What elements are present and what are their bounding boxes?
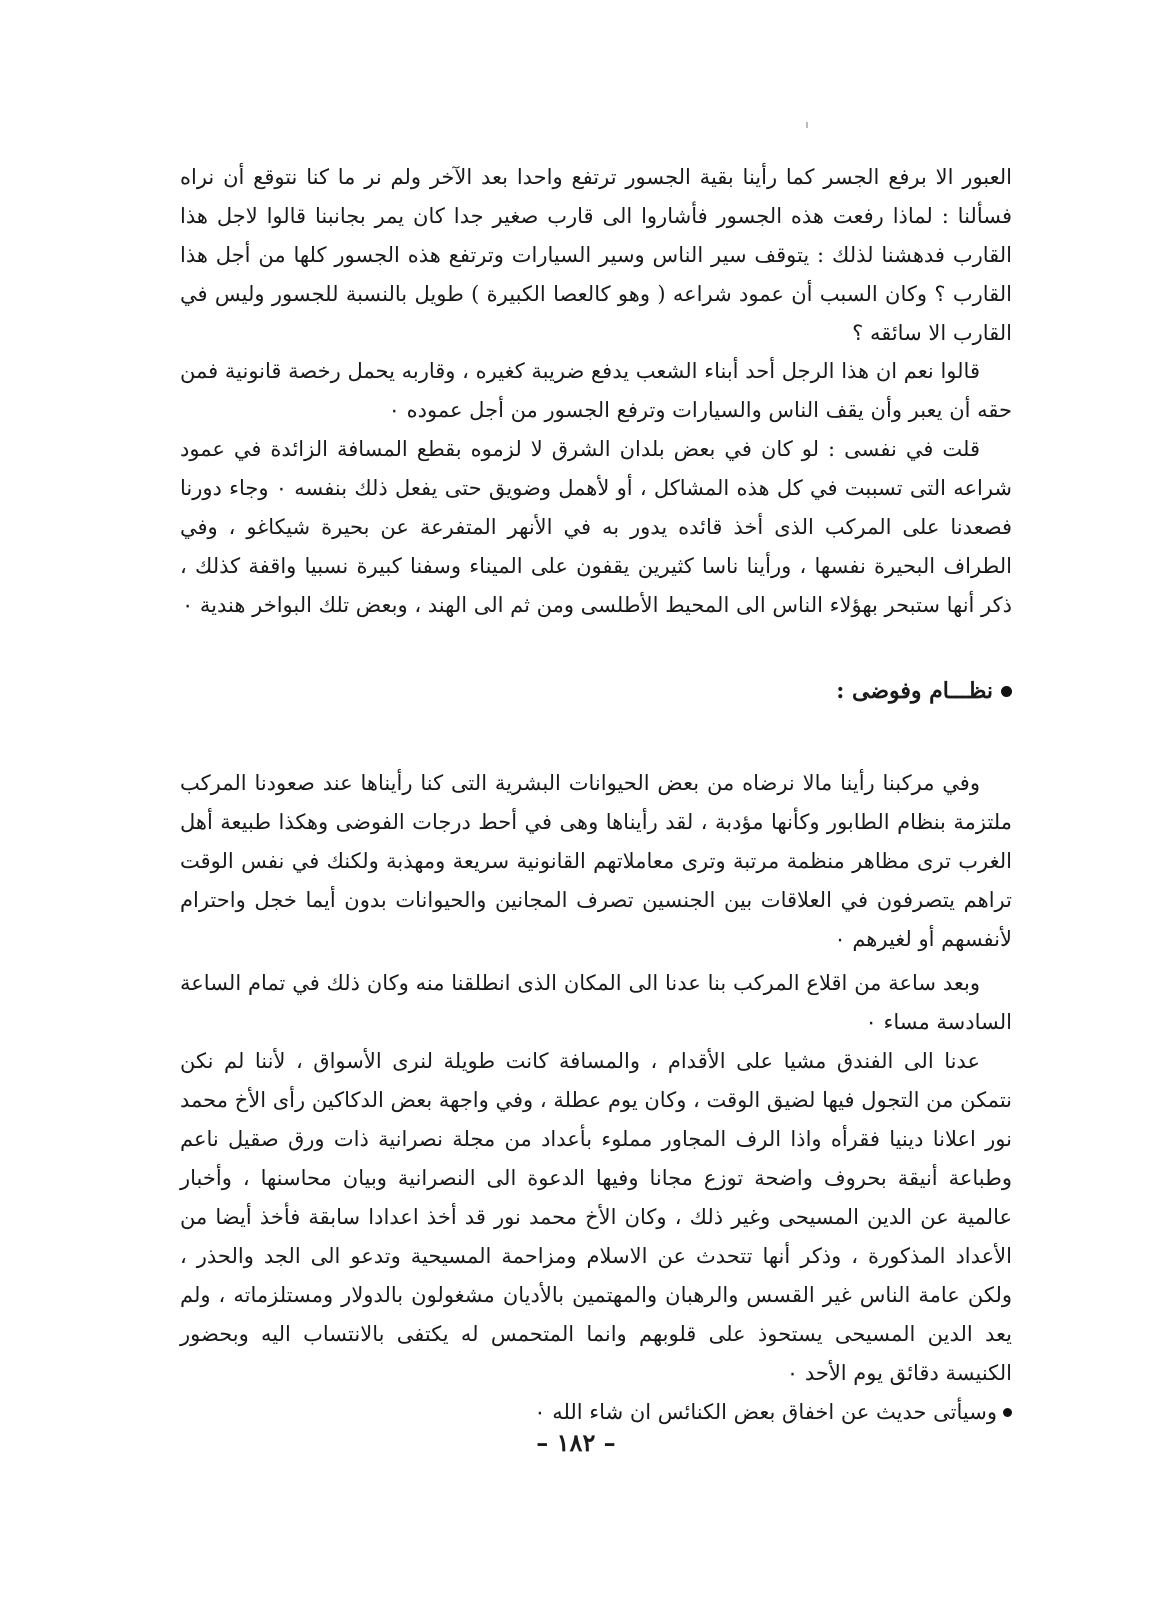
text-block-boat-story: [180, 352, 1012, 625]
paragraph: قلت في نفسى : لو كان في بعض بلدان الشرق لا لزموه بقطع المسافة الزائدة في عمود شراعه التى تسببت في كل هذه المشاكل ، أو لأهمل وضويق حتى يفعل ذلك بنفسه ٠ وجاء دورنا فصعدنا على المركب الذى أخذ قائده يدور به في الأنهر المتفرعة عن بحيرة شيكاغو ، وفي الطراف البحيرة نفسها ، ورأينا ناسا كثيرين يقفون على الميناء وسفنا كبيرة نسبيا واقفة كذلك ، ذكر أنها ستبحر بهؤلاء الناس الى المحيط الأطلسى ومن ثم الى الهند ، وبعض تلك البواخر هندية ٠: [180, 437, 1012, 617]
paragraph: وبعد ساعة من اقلاع المركب بنا عدنا الى المكان الذى انطلقنا منه وكان ذلك في تمام الساعة السادسة مساء ٠: [180, 971, 1012, 1034]
paragraph: العبور الا برفع الجسر كما رأينا بقية الجسور ترتفع واحدا بعد الآخر ولم نر ما كنا نتوقع أن نراه فسألنا : لماذا رفعت هذه الجسور فأشاروا الى قارب صغير جدا كان يمر بجانبنا قالوا لاجل هذا القارب فدهشنا لذلك : يتوقف سير الناس وسير السيارات وترتفع هذه الجسور كلها من أجل هذا القارب ؟ وكان السبب أن عمود شراعه ( وهو كالعصا الكبيرة ) طويل بالنسبة للجسور وليس في القارب الا سائقه ؟: [180, 165, 1012, 345]
section-heading-text: نظـــام وفوضى :: [836, 678, 993, 704]
bullet-note-text: وسيأتى حديث عن اخفاق بعض الكنائس ان شاء الله ٠: [534, 1400, 997, 1424]
section-heading: [836, 676, 1012, 706]
text-block-return: [180, 964, 1012, 1432]
page-number: – ١٨٢ –: [536, 1428, 616, 1457]
text-block-opening: [180, 158, 1012, 353]
scan-speck: [806, 122, 808, 128]
bullet-icon: [1003, 1408, 1012, 1417]
bullet-note: [180, 1393, 1012, 1432]
bullet-icon: [1001, 686, 1012, 697]
paragraph: عدنا الى الفندق مشيا على الأقدام ، والمسافة كانت طويلة لنرى الأسواق ، لأننا لم نكن نتمكن من التجول فيها لضيق الوقت ، وكان يوم عطلة ، وفي واجهة بعض الدكاكين رأى الأخ محمد نور اعلانا دينيا فقرأه واذا الرف المجاور مملوء بأعداد من مجلة نصرانية ذات ورق صقيل ناعم وطباعة أنيقة بحروف واضحة توزع مجانا وفيها الدعوة الى النصرانية وبيان محاسنها ، وأخبار عالمية عن الدين المسيحى وغير ذلك ، وكان الأخ محمد نور قد أخذ اعدادا سابقة فأخذ أيضا من الأعداد المذكورة ، وذكر أنها تتحدث عن الاسلام ومزاحمة المسيحية وتدعو الى الجد والحذر ، ولكن عامة الناس غير القسس والرهبان والمهتمين بالأديان مشغولون بالدولار ومستلزماته ، ولم يعد الدين المسيحى يستحوذ على قلوبهم وانما المتحمس له يكتفى بالانتساب اليه وبحضور الكنيسة دقائق يوم الأحد ٠: [180, 1049, 1012, 1385]
paragraph: قالوا نعم ان هذا الرجل أحد أبناء الشعب يدفع ضريبة كغيره ، وقاربه يحمل رخصة قانونية فمن حقه أن يعبر وأن يقف الناس والسيارات وترفع الجسور من أجل عموده ٠: [180, 359, 1012, 422]
text-block-order-chaos: [180, 764, 1012, 959]
paragraph: وفي مركبنا رأينا مالا نرضاه من بعض الحيوانات البشرية التى كنا رأيناها عند صعودنا المركب ملتزمة بنظام الطابور وكأنها مؤدبة ، لقد رأيناها وهى في أحط درجات الفوضى وهكذا طبيعة أهل الغرب ترى مظاهر منظمة مرتبة وترى معاملاتهم القانونية سريعة ومهذبة ولكنك في نفس الوقت تراهم يتصرفون في العلاقات بين الجنسين تصرف المجانين والحيوانات بدون أيما خجل واحترام لأنفسهم أو لغيرهم ٠: [180, 771, 1012, 951]
